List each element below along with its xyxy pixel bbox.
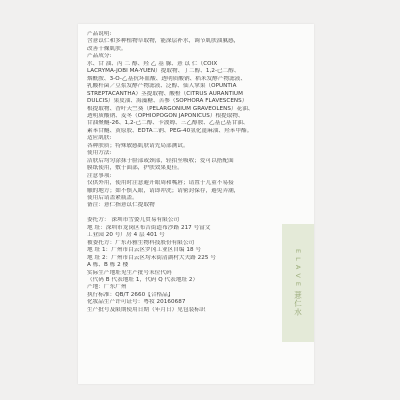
- text-line: 洁肤后均匀涂抹于脸部或颈部，轻拍至吸收；爱可以搭配面: [87, 157, 234, 164]
- text-line: 改善干燥肌肤。: [87, 45, 127, 52]
- text-line: 被委托方：广东苏雅生物科技股份有限公司: [87, 239, 195, 246]
- side-brand-chinese: 薏仁水: [293, 291, 303, 317]
- text-line: 备注：薏仁指薏苡仁提取物: [87, 202, 155, 209]
- text-line: 甘油聚醚-26、1,2-己二醇、卡波姆、三乙醇胺、乙基己基甘油、: [87, 120, 249, 127]
- text-line: 生产批号及限期使用日期（年月日）见包装标识: [87, 306, 206, 313]
- text-line: 委托方： 深圳市雪姿儿贸易有限公司: [87, 217, 180, 224]
- text-line: 使用方法:: [87, 150, 112, 157]
- text-line: 注意事项:: [87, 172, 112, 179]
- text-line: （代码 B 代表地址 1，代码 Q 代表地址 2）: [87, 276, 199, 283]
- text-line: 水、甘 油、丙 二 醇、羟 乙 基 脲、薏 苡 仁（COIX: [87, 60, 218, 67]
- text-line: 产品说明:: [87, 31, 112, 37]
- text-line: 使用后请盖紧瓶盖。: [87, 194, 138, 201]
- text-line: 含薏苡仁和多种植物草取物，能深层补水，调节肌肤油腻感，: [87, 38, 240, 45]
- text-line: 地 址：深圳市龙岗区布吉街道布沙路 217 号富文: [87, 224, 211, 231]
- text-line: 仅供外用，使用时注意避开眼周和嘴唇；请置于儿童不易接: [87, 180, 234, 187]
- text-line: 产地：广东广州: [87, 284, 127, 291]
- text-line: 地 址 2：广州市白云区均禾街清湖村大夫路 225 号: [87, 254, 216, 261]
- text-line: 膜纸使用，敷于面部，护肤效果更佳。: [87, 165, 183, 172]
- product-description-text: [87, 31, 305, 314]
- product-label-card: [78, 24, 314, 384]
- text-line: 素苯甘醚、黄原胶、EDTA二钠、PEG-40氢化蓖麻油、羟苯甲酯。: [87, 127, 253, 134]
- text-line: STREPTACANTHA）茎提取物、酸橙（CITRUS AURANTIUM: [87, 90, 243, 97]
- text-line: 工业园 20 号厂房 4 层 401 号: [87, 232, 165, 239]
- side-brand-label: [287, 230, 309, 336]
- text-line: 根提取物、香叶天竺葵（PELARGONIUM GRAVEOLENS）花油、: [87, 105, 254, 112]
- text-line: LACRYMA-JOBI MA-YUEN）提取物、丁二醇、1,2-己二醇、: [87, 68, 240, 75]
- blank-line: [87, 210, 305, 217]
- text-line: 化妆品生产许可证号：粤妆 20160687: [87, 299, 186, 306]
- text-line: 透明质酸钠、麦冬（OPHIOPOGON JAPONICUS）根提取物、: [87, 112, 244, 119]
- text-line: A 栋、B 栋 2 楼: [87, 262, 129, 269]
- text-line: 实际生产地址见生产批号末位代码: [87, 269, 172, 276]
- text-line: 乳酸杆菌／豆浆发酵产物滤液、泛醇、仙人掌果（OPUNTIA: [87, 83, 237, 90]
- side-brand-latin: E L A V E: [294, 249, 302, 288]
- text-line: 烟酰胺、3-O-乙基抗坏血酸、透明质酸钠、稻米发酵产物滤液、: [87, 75, 247, 82]
- text-line: 各种肤质；特殊敏感肌肤请先局部测试。: [87, 142, 189, 149]
- text-line: 产品成分:: [87, 53, 112, 60]
- text-line: 触的地方；如不慎入眼，请即冲洗；请密封保存，避免弄潮，: [87, 187, 240, 194]
- text-line: 适应肌肤:: [87, 135, 112, 142]
- text-line: DULCIS）果皮油、海藻糖、苦参（SOPHORA FLAVESCENS）: [87, 98, 248, 105]
- text-line: 执行标准：QB/T 2660【合格品】: [87, 291, 174, 298]
- text-line: 地 址 1：广州市白云区罗冈工业区自编 18 号: [87, 247, 202, 254]
